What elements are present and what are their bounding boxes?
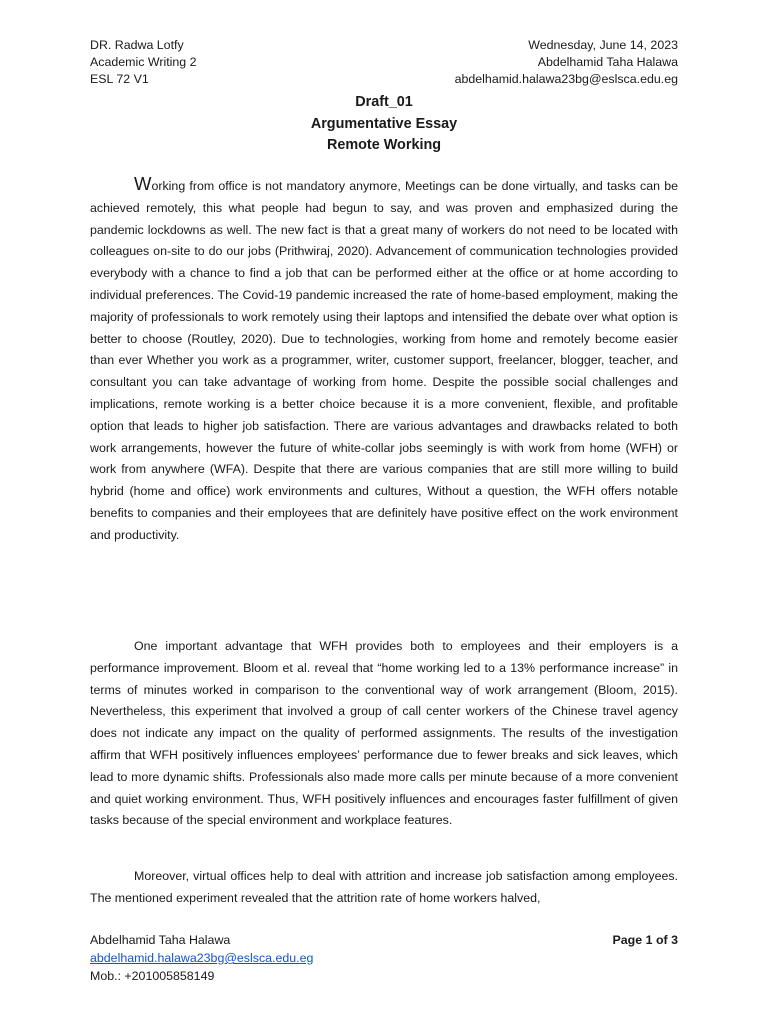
course-name: Academic Writing 2 bbox=[90, 55, 197, 69]
page-sep: of bbox=[652, 933, 672, 947]
page-total: 3 bbox=[671, 933, 678, 947]
header-left bbox=[90, 37, 197, 88]
paragraph-3-text: Moreover, virtual offices help to deal with attrition and increase job satisfaction among employees. The mentioned experiment revealed that the attrition rate of home workers halved, bbox=[90, 869, 678, 905]
page-number bbox=[613, 931, 678, 949]
topic-title: Remote Working bbox=[326, 137, 442, 153]
footer-mobile: Mob.: +201005858149 bbox=[90, 969, 215, 983]
essay-type-title: Argumentative Essay bbox=[310, 115, 458, 132]
paragraph-1 bbox=[90, 173, 678, 547]
paragraph-2-text: One important advantage that WFH provides both to employees and their employers is a performance improvement. Bloom et al. reveal that “home working led to a 13% performance increase” in terms of minutes worked in comparison to the conventional way of work arrangement (Bloom, 2015). Nevertheless, this experiment that involved a group of call center workers of the Chinese travel agency does not indicate any impact on the quality of performed assignments. The results of the investigation affirm that WFH positively influences employees’ performance due to fewer breaks and sick leaves, which lead to more dynamic shifts. Professionals also made more calls per minute because of a more convenient and quiet working environment. Thus, WFH positively influences and encourages faster fulfillment of given tasks because of the special environment and workplace features. bbox=[90, 639, 678, 828]
draft-title: Draft_01 bbox=[355, 94, 413, 110]
footer-author-name: Abdelhamid Taha Halawa bbox=[90, 933, 231, 947]
author-email: abdelhamid.halawa23bg@eslsca.edu.eg bbox=[454, 72, 678, 86]
page-prefix: Page bbox=[612, 933, 646, 947]
footer-email-link[interactable]: abdelhamid.halawa23bg@eslsca.edu.eg bbox=[90, 951, 314, 965]
course-code: ESL 72 V1 bbox=[90, 72, 149, 86]
drop-cap: W bbox=[134, 173, 152, 194]
paragraph-2 bbox=[90, 636, 678, 832]
header-right bbox=[455, 37, 678, 88]
instructor-name: DR. Radwa Lotfy bbox=[90, 38, 184, 52]
date: Wednesday, June 14, 2023 bbox=[528, 38, 678, 52]
page-footer bbox=[90, 931, 678, 985]
author-name: Abdelhamid Taha Halawa bbox=[537, 55, 678, 69]
paragraph-3 bbox=[90, 866, 678, 910]
page-current: 1 bbox=[645, 933, 653, 947]
title-block bbox=[0, 92, 768, 157]
paragraph-1-text: orking from office is not mandatory anymore, Meetings can be done virtually, and tasks can be achieved remotely, this what people had begun to say, and was proven and emphasized during the pandemic lockdowns as well. The new fact is that a great many of workers do not need to be located with colleagues on-site to do our jobs (Prithwiraj, 2020). Advancement of communication technologies provided everybody with a chance to find a job that can be performed either at the office or at home according to individual preferences. The Covid-19 pandemic increased the rate of home-based employment, making the majority of professionals to work remotely using their laptops and intensified the debate over what option is better to choose (Routley, 2020). Due to technologies, working from home and remotely become easier than ever Whether you work as a programmer, writer, customer support, freelancer, blogger, teacher, and consultant you can take advantage of working from home. Despite the possible social challenges and implications, remote working is a better choice because it is a more convenient, flexible, and profitable option that leads to higher job satisfaction. There are various advantages and drawbacks related to both work arrangements, however the future of white-collar jobs seemingly is with work from home (WFH) or work from anywhere (WFA). Despite that there are various companies that are still more willing to build hybrid (home and office) work environments and cultures, Without a question, the WFH offers notable benefits to companies and their employees that are definitely have positive effect on the work environment and productivity. bbox=[90, 179, 678, 542]
